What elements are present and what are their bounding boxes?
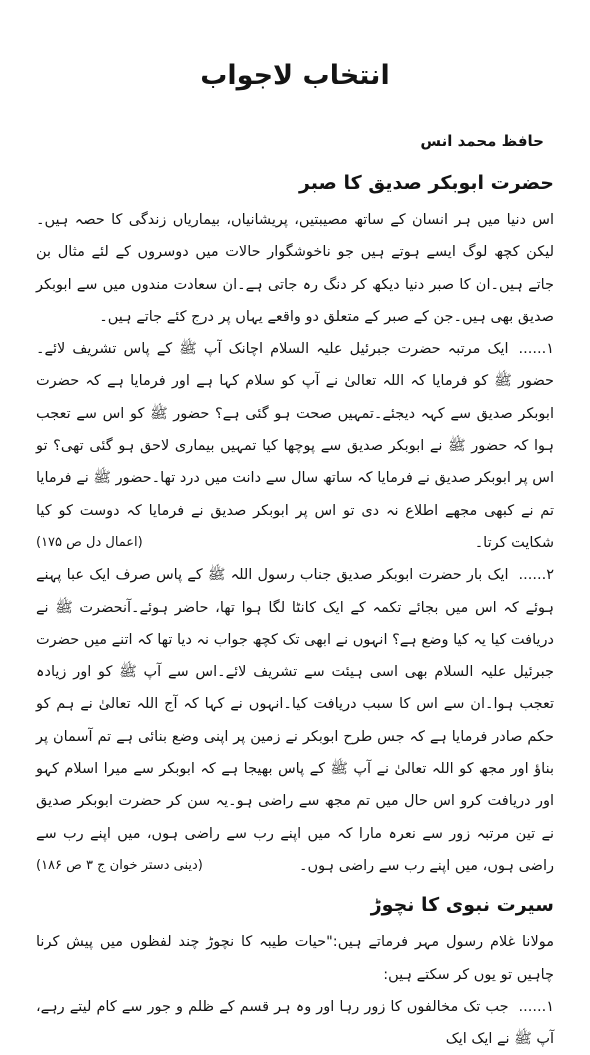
intro-paragraph: اس دنیا میں ہر انسان کے ساتھ مصیبتیں، پریشانیاں، بیماریاں زندگی کا حصہ ہیں۔لیکن کچھ لوگ ایسے ہوتے ہیں جو ناخوشگوار حالات میں دوسروں کے لئے مثال بن جاتے ہیں۔ان کا صبر دنیا دیکھ کر دنگ رہ جاتی ہے۔ان سعادت مندوں میں سے ابوبکر صدیق بھی ہیں۔جن کے صبر کے متعلق دو واقعے یہاں پر درج کئے جاتے ہیں۔: [36, 212, 554, 325]
section-heading-seerah: سیرت نبوی کا نچوڑ: [370, 894, 554, 917]
author-name: حافظ محمد انس: [420, 132, 544, 150]
seerah-intro-paragraph: مولانا غلام رسول مہر فرماتے ہیں:"حیات طیبہ کا نچوڑ چند لفظوں میں پیش کرنا چاہیں تو یوں کر سکتے ہیں:: [36, 934, 554, 983]
incident-two-paragraph: [36, 559, 554, 882]
section-heading-patience: حضرت ابوبکر صدیق کا صبر: [298, 172, 554, 194]
citation: (دینی دستر خوان ج ۳ ص ۱۸۶): [36, 857, 203, 873]
citation: (اعمال دل ص ۱۷۵): [36, 534, 143, 550]
item-number: ۱......: [518, 998, 554, 1015]
item-number: ۱......: [518, 341, 554, 358]
incident-one-text: ایک مرتبہ حضرت جبرئیل علیہ السلام اچانک آپ ﷺ کے پاس تشریف لائے۔حضور ﷺ کو فرمایا کہ اللہ تعالیٰ نے آپ کو سلام کہا ہے اور فرمایا ہے کہ حضرت ابوبکر صدیق سے کہہ دیجئے۔تمہیں صحت ہو گئی ہے؟ حضور ﷺ کو اس سے تعجب ہوا کہ حضور ﷺ نے ابوبکر صدیق سے پوچھا کیا تمہیں بیماری لاحق ہو گئی تھی؟ تو اس پر ابوبکر صدیق نے فرمایا کہ ساتھ سال سے دانت میں درد تھا۔حضور ﷺ نے فرمایا تم نے کبھی مجھے اطلاع نہ دی تو اس پر ابوبکر صدیق نے فرمایا کہ دوست کو کیا شکایت کرتا۔: [36, 341, 554, 551]
seerah-item-text: جب تک مخالفوں کا زور رہا اور وہ ہر قسم کے ظلم و جور سے کام لیتے رہے، آپ ﷺ نے ایک ایک: [36, 998, 554, 1048]
incident-one-paragraph: [36, 333, 554, 559]
item-number: ۲......: [518, 567, 554, 584]
incident-two-text: ایک بار حضرت ابوبکر صدیق جناب رسول اللہ ﷺ کے پاس صرف ایک عبا پہنے ہوئے کہ اس میں بجائے تکمہ کے ایک کانٹا لگا ہوا تھا، حاضر ہوئے۔آنحضرت ﷺ نے دریافت کیا یہ کیا وضع ہے؟ انہوں نے ابھی تک کچھ جواب نہ دیا تھا کہ اتنے میں حضرت جبرئیل علیہ السلام بھی اسی ہیئت سے تشریف لائے۔اس سے آپ ﷺ کو اور زیادہ تعجب ہوا۔ان سے اس کا سبب دریافت کیا۔انہوں نے کہا کہ آج اللہ تعالیٰ نے ہم کو حکم صادر فرمایا ہے کہ جس طرح ابوبکر نے زمین پر اپنی وضع بنائی ہے تم آسمان پر بناؤ اور مجھ کو اللہ تعالیٰ نے آپ ﷺ کے پاس بھیجا ہے کہ ابوبکر سے میرا اسلام کہو اور دریافت کرو اس حال میں تم مجھ سے راضی ہو۔یہ سن کر حضرت ابوبکر صدیق نے تین مرتبہ زور سے نعرہ مارا کہ میں اپنے رب سے راضی ہوں، میں اپنے رب سے راضی ہوں، میں اپنے رب سے راضی ہوں۔: [36, 567, 554, 874]
page-title: انتخاب لاجواب: [200, 60, 390, 91]
seerah-item-paragraph: [36, 991, 554, 1055]
